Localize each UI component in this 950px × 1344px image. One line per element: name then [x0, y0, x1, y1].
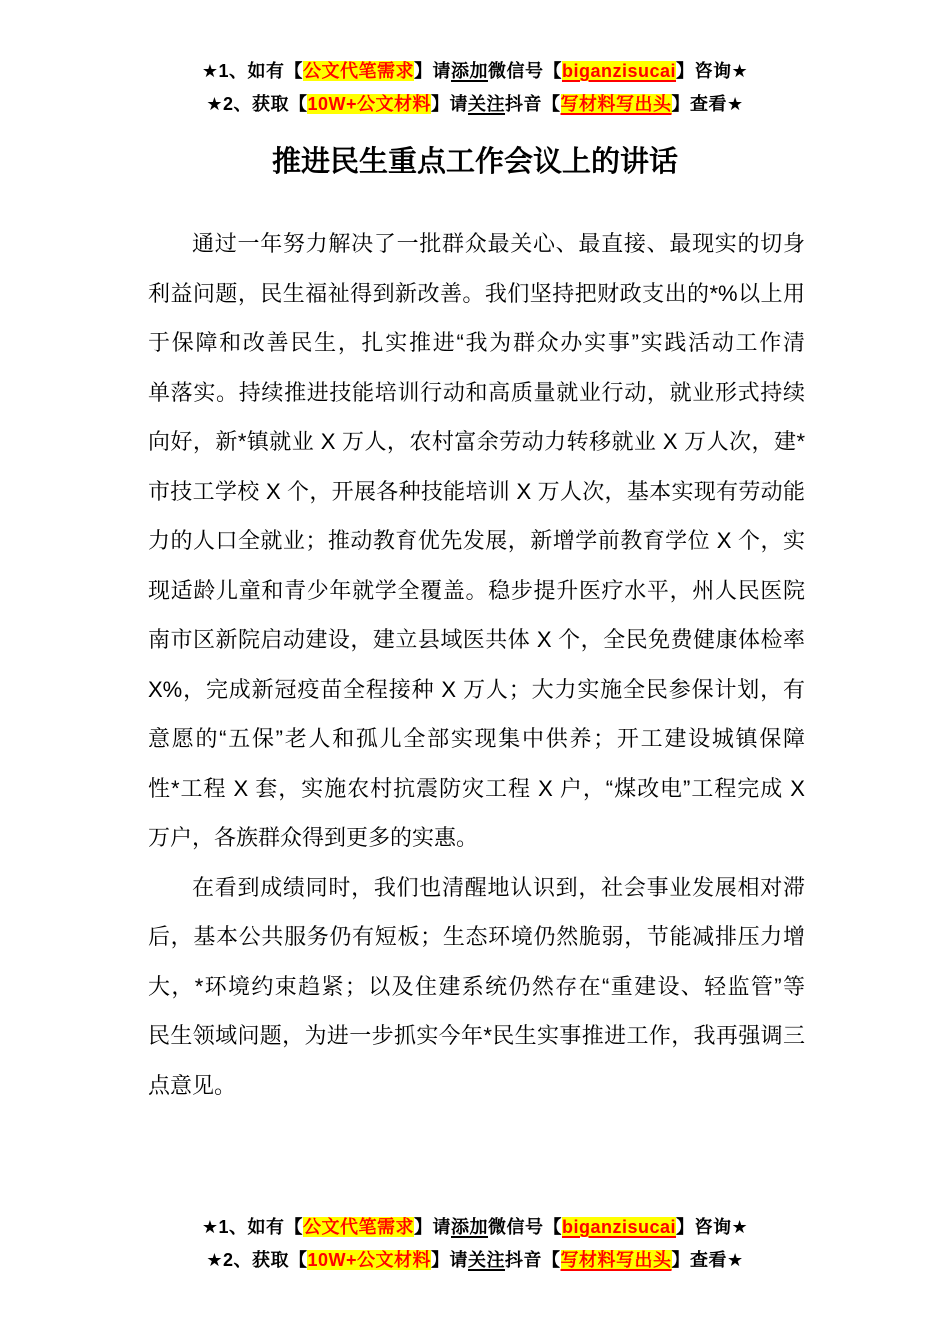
text-line: 后，基本公共服务仍有短板；生态环境仍然脆弱，节能减排压力增	[148, 924, 805, 949]
banner-segment: 关注	[468, 94, 506, 114]
banner-segment: 】请	[431, 94, 469, 114]
banner-segment: biganzisucai	[561, 61, 677, 81]
text-line: 向好，新*镇就业 X 万人，农村富余劳动力转移就业 X 万人次，建*	[148, 429, 805, 454]
header-banner-line-1	[0, 55, 950, 88]
text-line: 大，*环境约束趋紧；以及住建系统仍然存在“重建设、轻监管”等	[148, 973, 805, 999]
text-line: 意愿的“五保”老人和孤儿全部实现集中供养；开工建设城镇保障	[148, 726, 805, 751]
text-line: 力的人口全就业；推动教育优先发展，新增学前教育学位 X 个，实	[148, 528, 805, 553]
banner-segment: 写材料写出头	[560, 1250, 672, 1270]
text-line: 于保障和改善民生，扎实推进“我为群众办实事”实践活动工作清	[148, 330, 805, 355]
text-line: 现适龄儿童和青少年就学全覆盖。稳步提升医疗水平，州人民医院	[148, 577, 805, 603]
banner-segment: ★1、如有【	[201, 1217, 303, 1237]
banner-segment: 添加	[450, 1217, 488, 1237]
paragraph	[148, 219, 805, 863]
banner-segment: 】查看★	[671, 94, 744, 114]
text-line: 点意见。	[148, 1072, 237, 1098]
text-line: X%，完成新冠疫苗全程接种 X 万人；大力实施全民参保计划，有	[148, 676, 805, 702]
banner-segment: 】咨询★	[676, 1217, 749, 1237]
footer-banner	[0, 1211, 950, 1277]
banner-segment: ★2、获取【	[206, 1250, 308, 1270]
banner-segment: 】查看★	[671, 1250, 744, 1270]
banner-segment: 】请	[413, 1217, 451, 1237]
banner-segment: 】请	[431, 1250, 469, 1270]
banner-segment: 10W+公文材料	[307, 94, 432, 114]
banner-segment: 微信号【	[487, 1217, 562, 1237]
banner-segment: 抖音【	[505, 94, 561, 114]
text-line: 通过一年努力解决了一批群众最关心、最直接、最现实的切身	[192, 231, 805, 256]
text-line: 单落实。持续推进技能培训行动和高质量就业行动，就业形式持续	[148, 379, 805, 405]
text-line: 民生领域问题，为进一步抓实今年*民生实事推进工作，我再强调三	[148, 1023, 805, 1048]
banner-segment: 公文代笔需求	[302, 1217, 414, 1237]
footer-banner-line-2	[0, 1244, 950, 1277]
banner-segment: 抖音【	[505, 1250, 561, 1270]
text-line: 利益问题，民生福祉得到新改善。我们坚持把财政支出的*%以上用	[148, 280, 805, 306]
banner-segment: ★1、如有【	[201, 61, 303, 81]
banner-segment: 微信号【	[487, 61, 562, 81]
text-line: 市技工学校 X 个，开展各种技能培训 X 万人次，基本实现有劳动能	[148, 478, 805, 504]
banner-segment: 公文代笔需求	[302, 61, 414, 81]
paragraph	[148, 863, 805, 1111]
footer-banner-line-1	[0, 1211, 950, 1244]
header-banner	[0, 55, 950, 121]
header-banner-line-2	[0, 88, 950, 121]
text-line: 南市区新院启动建设，建立县域医共体 X 个，全民免费健康体检率	[148, 627, 805, 652]
banner-segment: 10W+公文材料	[307, 1250, 432, 1270]
document-body	[148, 219, 805, 1110]
banner-segment: 】咨询★	[676, 61, 749, 81]
banner-segment: ★2、获取【	[206, 94, 308, 114]
text-line: 性*工程 X 套，实施农村抗震防灾工程 X 户，“煤改电”工程完成 X	[148, 775, 805, 801]
text-line: 在看到成绩同时，我们也清醒地认识到，社会事业发展相对滞	[192, 874, 805, 900]
banner-segment: 关注	[468, 1250, 506, 1270]
banner-segment: biganzisucai	[561, 1217, 677, 1237]
document-title: 推进民生重点工作会议上的讲话	[271, 146, 678, 178]
banner-segment: 添加	[450, 61, 488, 81]
text-line: 万户，各族群众得到更多的实惠。	[148, 825, 479, 850]
banner-segment: 写材料写出头	[560, 94, 672, 114]
banner-segment: 】请	[413, 61, 451, 81]
